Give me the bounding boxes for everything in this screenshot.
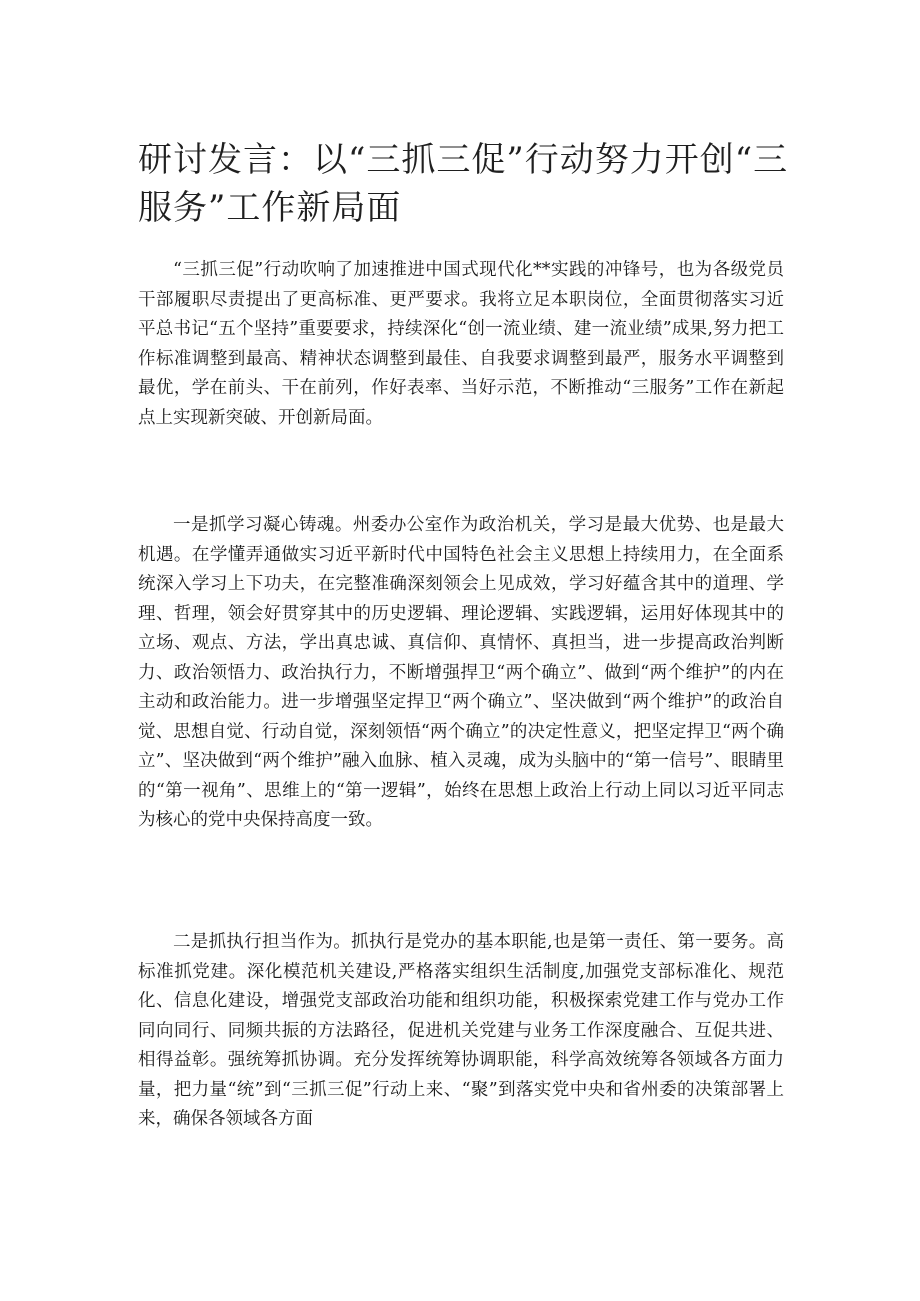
paragraph-study: 一是抓学习凝心铸魂。州委办公室作为政治机关，学习是最大优势、也是最大机遇。在学懂弄通做实习近平新时代中国特色社会主义思想上持续用力，在全面系统深入学习上下功夫，在完整准确深刻领会上见成效，学习好蕴含其中的道理、学理、哲理，领会好贯穿其中的历史逻辑、理论逻辑、实践逻辑，运用好体现其中的立场、观点、方法，学出真忠诚、真信仰、真情怀、真担当，进一步提高政治判断力、政治领悟力、政治执行力，不断增强捍卫“两个确立”、做到“两个维护”的内在主动和政治能力。进一步增强坚定捍卫“两个确立”、坚决做到“两个维护”的政治自觉、思想自觉、行动自觉，深刻领悟“两个确立”的决定性意义，把坚定捍卫“两个确立”、坚决做到“两个维护”融入血脉、植入灵魂，成为头脑中的“第一信号”、眼睛里的“第一视角”、思维上的“第一逻辑”，始终在思想上政治上行动上同以习近平同志为核心的党中央保持高度一致。 [138, 515, 784, 830]
document-title: 研讨发言：以“三抓三促”行动努力开创“三服务”工作新局面 [138, 140, 789, 228]
paragraph-execution: 二是抓执行担当作为。抓执行是党办的基本职能,也是第一责任、第一要务。高标准抓党建。深化模范机关建设,严格落实组织生活制度,加强党支部标准化、规范化、信息化建设，增强党支部政治功能和组织功能，积极探索党建工作与党办工作同向同行、同频共振的方法路径，促进机关党建与业务工作深度融合、互促共进、相得益彰。强统筹抓协调。充分发挥统筹协调职能，科学高效统筹各领域各方面力量，把力量“统”到“三抓三促”行动上来、“聚”到落实党中央和省州委的决策部署上来，确保各领域各方面 [138, 932, 784, 1129]
paragraph-intro: “三抓三促”行动吹响了加速推进中国式现代化**实践的冲锋号，也为各级党员干部履职尽责提出了更高标准、更严要求。我将立足本职岗位，全面贯彻落实习近平总书记“五个坚持”重要要求，持续深化“创一流业绩、建一流业绩”成果,努力把工作标准调整到最高、精神状态调整到最佳、自我要求调整到最严，服务水平调整到最优，学在前头、干在前列，作好表率、当好示范，不断推动“三服务”工作在新起点上实现新突破、开创新局面。 [138, 260, 784, 428]
